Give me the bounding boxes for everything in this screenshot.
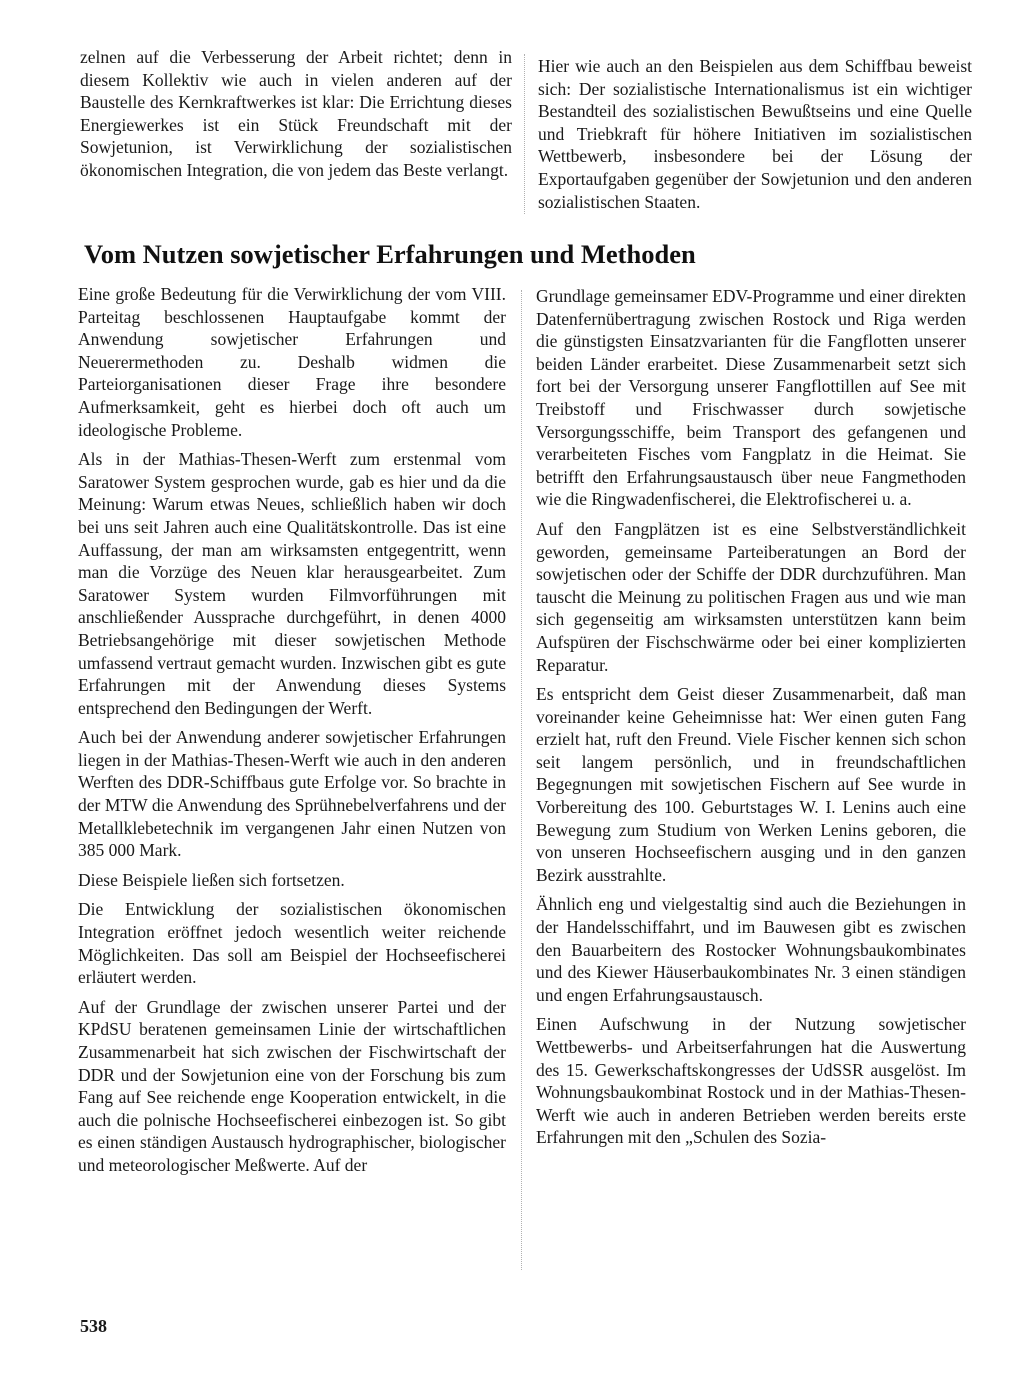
paragraph: Diese Beispiele ließen sich fortsetzen. — [78, 869, 345, 890]
top-right-column — [538, 55, 972, 220]
paragraph: Auch bei der Anwendung anderer sowjetischer Erfahrungen liegen in der Mathias-Thesen-Werft wie auch in den anderen Werften des DDR-Schiffbaus gute Erfolge vor. So brachte in der MTW die Anwendung des Sprühnebelverfahrens und der Metallklebetechnik im vergangenen Jahr einen Nutzen von 385 000 Mark. — [78, 727, 506, 861]
paragraph: Eine große Bedeutung für die Verwirklichung der vom VIII. Parteitag beschlossenen Hauptaufgabe kommt der Anwendung sowjetischer Erfahrungen und Neuerermethoden zu. Deshalb widmen die Parteiorganisationen dieser Frage ihre besondere Aufmerksamkeit, geht es hierbei doch oft auch um ideologische Probleme. — [78, 284, 506, 440]
paragraph: Grundlage gemeinsamer EDV-Programme und einer direkten Datenfernübertragung zwischen Rostock und Riga werden die günstigsten Einsatzvarianten für die Fangflotten unserer beiden Länder erarbeitet. Diese Zusammenarbeit setzt sich fort bei der Versorgung unserer Fangflottillen auf See mit Treibstoff und Frischwasser durch sowjetische Versorgungsschiffe, beim Transport des gefangenen und verarbeiteten Fisches vom Fangplatz in die Heimat. Sie betrifft den Erfahrungsaustausch über neue Fangmethoden wie die Ringwadenfischerei, die Elektrofischerei u. a. — [536, 286, 966, 510]
section-heading: Vom Nutzen sowjetischer Erfahrungen und Methoden — [84, 239, 696, 269]
column-divider — [521, 290, 522, 1270]
page-number: 538 — [80, 1316, 107, 1336]
left-column — [78, 283, 506, 1184]
column-divider — [524, 54, 525, 214]
paragraph: Auf der Grundlage der zwischen unserer Partei und der KPdSU beratenen gemeinsamen Linie der wirtschaftlichen Zusammenarbeit hat sich zwischen der Fischwirtschaft der DDR und der Sowjetunion eine von der Forschung bis zum Fang auf See reichende enge Kooperation entwickelt, in die auch die polnische Hochseefischerei einbezogen ist. So gibt es einen ständigen Austausch hydrographischer, biologischer und meteorologischer Meßwerte. Auf der — [78, 996, 506, 1175]
paragraph: zelnen auf die Verbesserung der Arbeit richtet; denn in diesem Kollektiv wie auch in vielen anderen auf der Baustelle des Kernkraftwerkes ist klar: Die Errichtung dieses Energiewerkes ist ein Stück Freundschaft mit der Sowjetunion, ist Verwirklichung der sozialistischen ökonomischen Integration, die von jedem das Beste verlangt. — [80, 47, 512, 180]
paragraph: Hier wie auch an den Beispielen aus dem Schiffbau beweist sich: Der sozialistische Internationalismus ist ein wichtiger Bestandteil des sozialistischen Bewußtseins und eine Quelle und Triebkraft für höhere Initiativen im sozialistischen Wettbewerb, insbesondere bei der Lösung der Exportaufgaben gegenüber der Sowjetunion und den anderen sozialistischen Staaten. — [538, 56, 972, 212]
paragraph: Als in der Mathias-Thesen-Werft zum erstenmal vom Saratower System gesprochen wurde, gab es hier und da die Meinung: Warum etwas Neues, schließlich haben wir doch bei uns seit Jahren auch eine Qualitätskontrolle. Das ist eine Auffassung, der man am wirksamsten entgegentritt, wenn man die Vorzüge des Neuen klar herausgearbeitet. Zum Saratower System wurden Filmvorführungen mit anschließender Aussprache durchgeführt, in denen 4000 Betriebsangehörige mit dieser sowjetischen Methode umfassend vertraut gemacht wurden. Inzwischen gibt es gute Erfahrungen mit der Anwendung dieses Systems entsprechend den Bedingungen der Werft. — [78, 449, 506, 718]
right-column — [536, 285, 966, 1156]
paragraph: Ähnlich eng und vielgestaltig sind auch die Beziehungen in der Handelsschiffahrt, und im Bauwesen gibt es zwischen den Bauarbeitern des Rostocker Wohnungsbaukombinates und des Kiewer Häuserbaukombinates Nr. 3 einen ständigen und engen Erfahrungsaustausch. — [536, 894, 966, 1005]
paragraph: Einen Aufschwung in der Nutzung sowjetischer Wettbewerbs- und Arbeitserfahrungen hat die Auswertung des 15. Gewerkschaftskongresses der UdSSR ausgelöst. Im Wohnungsbaukombinat Rostock und in der Mathias-Thesen-Werft wie auch in anderen Betrieben werden bereits erste Erfahrungen mit den „Schulen des Sozia- — [536, 1014, 966, 1148]
paragraph: Die Entwicklung der sozialistischen ökonomischen Integration eröffnet jedoch wesentlich weiter reichende Möglichkeiten. Das soll am Beispiel der Hochseefischerei erläutert werden. — [78, 899, 506, 988]
paragraph: Es entspricht dem Geist dieser Zusammenarbeit, daß man voreinander keine Geheimnisse hat: Wer einen guten Fang erzielt hat, ruft den Freund. Viele Fischer kennen sich schon seit langem persönlich, und in freundschaftlichen Begegnungen mit sowjetischen Fischern auf See wurde in Vorbereitung des 100. Geburtstages W. I. Lenins auch eine Bewegung zum Studium von Werken Lenins geboren, die von unseren Hochseefischern ausging und in den ganzen Bezirk ausstrahlte. — [536, 684, 966, 885]
top-left-column — [80, 46, 512, 189]
paragraph: Auf den Fangplätzen ist es eine Selbstverständlichkeit geworden, gemeinsame Parteiberatungen an Bord der sowjetischen oder der Schiffe der DDR durchzuführen. Man tauscht die Meinung zu politischen Fragen aus und wie man sich gegenseitig am wirksamsten unterstützen kann beim Aufspüren der Fischschwärme oder bei einer komplizierten Reparatur. — [536, 518, 966, 675]
